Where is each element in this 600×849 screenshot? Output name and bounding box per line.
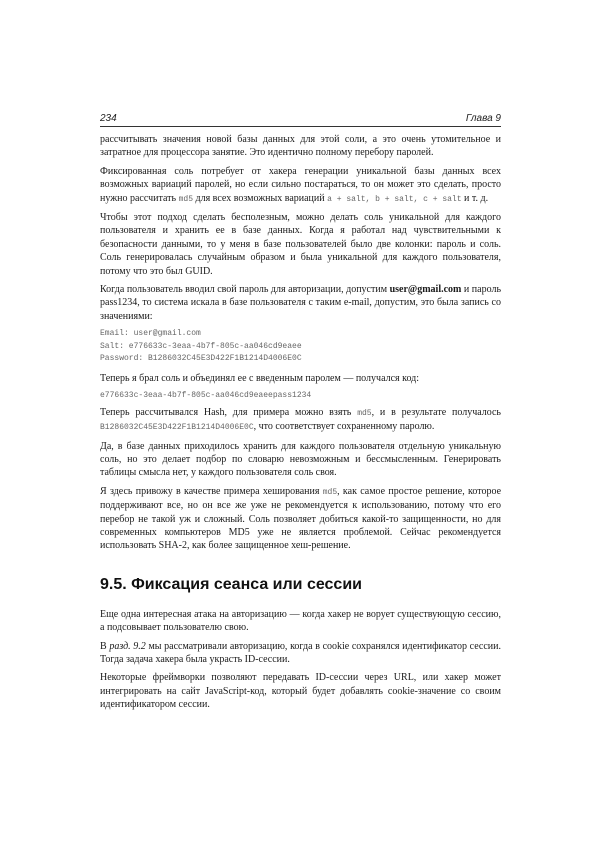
section-reference: разд. 9.2 bbox=[109, 640, 146, 652]
paragraph-1: рассчитывать значения новой базы данных для этой соли, а это очень утомительное и затратное для процессора занятие. Это идентично полному перебору паролей. bbox=[100, 134, 501, 159]
inline-code-variations: a + salt, b + salt, c + salt bbox=[327, 194, 462, 204]
inline-code-md5: md5 bbox=[322, 487, 338, 497]
page-number: 234 bbox=[100, 113, 117, 124]
chapter-title: Глава 9 bbox=[465, 113, 501, 124]
code-line-salt: Salt: e776633c-3eaa-4b7f-805c-aa046cd9eaee bbox=[100, 341, 302, 351]
bold-email: user@gmail.com bbox=[389, 284, 462, 296]
paragraph-11: Некоторые фреймворки позволяют передавать ID-сессии через URL, или хакер может интегрировать на сайт JavaScript-код, который будет добавлять cookie-значение со своим идентификатором сессии. bbox=[100, 672, 501, 711]
inline-code-hash: B1286032C45E3D422F1B1214D4006E0C bbox=[100, 423, 254, 433]
paragraph-8: Я здесь привожу в качестве примера хеширования md5, как самое простое решение, которое поддерживают все, но он все же уже не рекомендуется к использованию, потому что его перебор не такой уж и сложный. Соль позволяет добиться какой-то защищенности, но для современных компьютеров MD5 уже не является проблемой. Сейчас рекомендуется использовать SHA-2, как более защищенное хеш-решение. bbox=[100, 485, 502, 552]
code-block-record bbox=[100, 328, 501, 366]
paragraph-10: В разд. 9.2 мы рассматривали авторизацию, когда в cookie сохранялся идентификатор сессии. Тогда задача хакера была украсть ID-сессии. bbox=[100, 640, 502, 665]
paragraph-2: Фиксированная соль потребует от хакера генерации уникальной базы данных всех возможных вариаций паролей, но если сильно постараться, то он может это сделать, просто нужно рассчитать md5 для всех возможных вариаций a + salt, b + salt, c + salt и т. д. bbox=[100, 165, 501, 204]
paragraph-9: Еще одна интересная атака на авторизацию — когда хакер не ворует существующую сессию, а подсовывает пользователю свою. bbox=[100, 608, 501, 634]
page-header bbox=[100, 112, 501, 127]
paragraph-7: Да, в базе данных приходилось хранить для каждого пользователя отдельную уникальную соль, но это делает подбор по словарю невозможным и бессмысленным. Генерировать таблицы смысла нет, у каждого пользователя соль своя. bbox=[100, 440, 501, 479]
code-line-combined: e776633c-3eaa-4b7f-805c-aa046cd9eaeepass1234 bbox=[100, 391, 312, 401]
page-content bbox=[100, 133, 501, 712]
code-line-password: Password: B1286032C45E3D422F1B1214D4006E0C bbox=[100, 354, 302, 364]
code-line-email: Email: user@gmail.com bbox=[100, 329, 201, 339]
section-heading: 9.5. Фиксация сеанса или сессии bbox=[100, 575, 362, 593]
inline-code-md5: md5 bbox=[178, 194, 193, 204]
inline-code-md5: md5 bbox=[357, 408, 372, 418]
paragraph-5: Теперь я брал соль и объединял ее с введенным паролем — получался код: bbox=[100, 372, 420, 384]
paragraph-4: Когда пользователь вводил свой пароль для авторизации, допустим user@gmail.com и пароль pass1234, то система искала в базе пользователя с таким e-mail, допустим, это была запись со значениями: bbox=[100, 284, 502, 322]
book-page bbox=[100, 112, 501, 717]
paragraph-3: Чтобы этот подход сделать бесполезным, можно делать соль уникальной для каждого пользователя и хранить ее в базе данных. Когда я работал над чувствительными к безопасности данными, то у меня в базе пользователей было две колонки: пароль и соль. Соль генерировалась случайным образом и была уникальной для каждого пользователя, потому что это был GUID. bbox=[100, 212, 501, 277]
paragraph-6: Теперь рассчитывался Hash, для примера можно взять md5, и в результате получалось B1286032C45E3D422F1B1214D4006E0C, что соответствует сохраненному паролю. bbox=[100, 406, 501, 433]
